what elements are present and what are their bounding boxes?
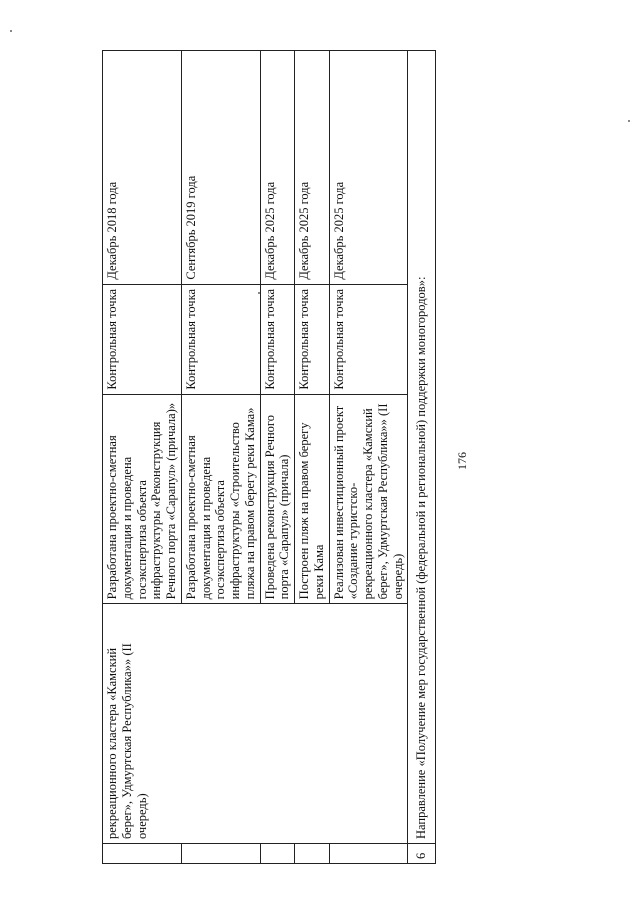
direction-number-cell: 6: [408, 844, 436, 864]
scan-speck: [628, 120, 630, 122]
type-cell: Контрольная точка: [103, 284, 182, 394]
project-cell: рекреационного кластера «Камский берег», Удмуртская Республика»» (II очередь): [103, 604, 408, 844]
date-cell: Сентябрь 2019 года: [181, 51, 260, 285]
type-cell: Контрольная точка: [295, 284, 330, 394]
result-cell: Разработана проектно-сметная документация и проведена госэкспертиза объекта инфраструктуры «Строительство пляжа на правом берегу реки Кама»: [181, 394, 260, 604]
result-cell: Проведена реконструкция Речного порта «Сарапул» (причала): [260, 394, 295, 604]
row-number-cell: [181, 844, 260, 864]
scan-speck: [258, 292, 260, 294]
row-number-cell: [329, 844, 408, 864]
type-cell: Контрольная точка: [329, 284, 408, 394]
row-number-cell: [260, 844, 295, 864]
date-cell: Декабрь 2025 года: [295, 51, 330, 285]
scan-speck: [10, 30, 12, 32]
type-cell: Контрольная точка: [260, 284, 295, 394]
result-cell: Реализован инвестиционный проект «Создание туристско-рекреационного кластера «Камский берег», Удмуртская Республика»» (II очередь): [329, 394, 408, 604]
direction-row: [408, 51, 436, 864]
page-number: 176: [455, 452, 469, 470]
type-cell: Контрольная точка: [181, 284, 260, 394]
rotated-table-container: [102, 50, 554, 864]
table-row: [103, 51, 182, 864]
date-cell: Декабрь 2025 года: [329, 51, 408, 285]
date-cell: Декабрь 2025 года: [260, 51, 295, 285]
result-cell: Построен пляж на правом берегу реки Кама: [295, 394, 330, 604]
date-cell: Декабрь 2018 года: [103, 51, 182, 285]
result-cell: Разработана проектно-сметная документация и проведена госэкспертиза объекта инфраструктуры «Реконструкция Речного порта «Сарапул» (причала)»: [103, 394, 182, 604]
row-number-cell: [103, 844, 182, 864]
plan-table: [102, 50, 436, 864]
row-number-cell: [295, 844, 330, 864]
direction-text-cell: Направление «Получение мер государственной (федеральной и региональной) поддержки моногородов»:: [408, 51, 436, 844]
